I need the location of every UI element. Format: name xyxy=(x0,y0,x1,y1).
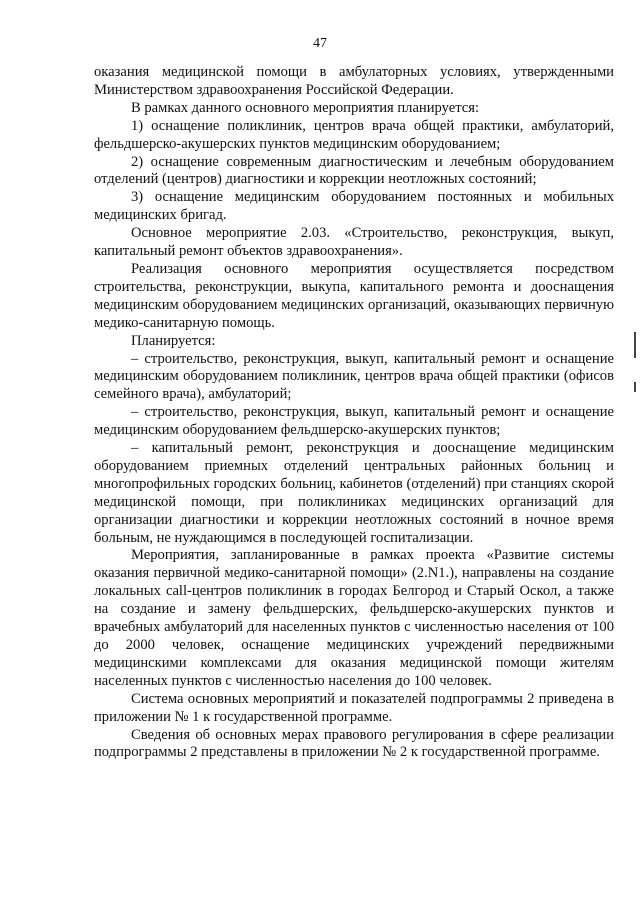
paragraph-11: – капитальный ремонт, реконструкция и дооснащение медицинским оборудованием приемных отделений центральных районных больниц и многопрофильных городских больниц, кабинетов (отделений) при станциях скорой медицинской помощи, при поликлиниках медицинских организаций для организации диагностики и коррекции неотложных состояний в ночное время больным, не нуждающимся в последующей госпитализации. xyxy=(94,440,614,546)
paragraph-1: оказания медицинской помощи в амбулаторных условиях, утвержденными Министерством здравоохранения Российской Федерации. xyxy=(94,64,614,98)
page-number: 47 xyxy=(313,36,327,51)
document-body xyxy=(94,64,614,762)
paragraph-2: В рамках данного основного мероприятия планируется: xyxy=(131,99,480,116)
paragraph-5: 3) оснащение медицинским оборудованием постоянных и мобильных медицинских бригад. xyxy=(94,189,614,224)
paragraph-10: – строительство, реконструкция, выкуп, капитальный ремонт и оснащение медицинским оборудованием фельдшерско-акушерских пунктов; xyxy=(94,404,614,439)
paragraph-12: Мероприятия, запланированные в рамках проекта «Развитие системы оказания первичной медико-санитарной помощи» (2.N1.), направлены на создание локальных call-центров поликлиник в городах Белгород и Старый Оскол, а также на создание и замену фельдшерских, фельдшерско-акушерских пунктов и врачебных амбулаторий для населенных пунктов с численностью населения от 100 до 2000 человек, оснащение медицинских учреждений передвижными медицинскими комплексами для оказания медицинской помощи жителям населенных пунктов с численностью населения до 100 человек. xyxy=(94,547,614,689)
scan-edge-mark xyxy=(634,332,636,358)
paragraph-8: Планируется: xyxy=(131,332,216,349)
paragraph-7: Реализация основного мероприятия осуществляется посредством строительства, реконструкции, выкупа, капитального ремонта и дооснащения медицинским оборудованием медицинских организаций, оказывающих первичную медико-санитарную помощь. xyxy=(94,260,614,331)
paragraph-9: – строительство, реконструкция, выкуп, капитальный ремонт и оснащение медицинским оборудованием поликлиник, центров врача общей практики (офисов семейного врача), амбулаторий; xyxy=(94,350,614,403)
paragraph-3: 1) оснащение поликлиник, центров врача общей практики, амбулаторий, фельдшерско-акушерских пунктов медицинским оборудованием; xyxy=(94,117,614,152)
paragraph-13: Система основных мероприятий и показателей подпрограммы 2 приведена в приложении № 1 к государственной программе. xyxy=(94,690,614,725)
paragraph-14: Сведения об основных мерах правового регулирования в сфере реализации подпрограммы 2 представлены в приложении № 2 к государственной программе. xyxy=(94,726,614,761)
paragraph-6: Основное мероприятие 2.03. «Строительство, реконструкция, выкуп, капитальный ремонт объектов здравоохранения». xyxy=(94,225,614,260)
scan-edge-mark-lower xyxy=(634,382,636,392)
paragraph-4: 2) оснащение современным диагностическим и лечебным оборудованием отделений (центров) диагностики и коррекции неотложных состояний; xyxy=(94,153,614,188)
